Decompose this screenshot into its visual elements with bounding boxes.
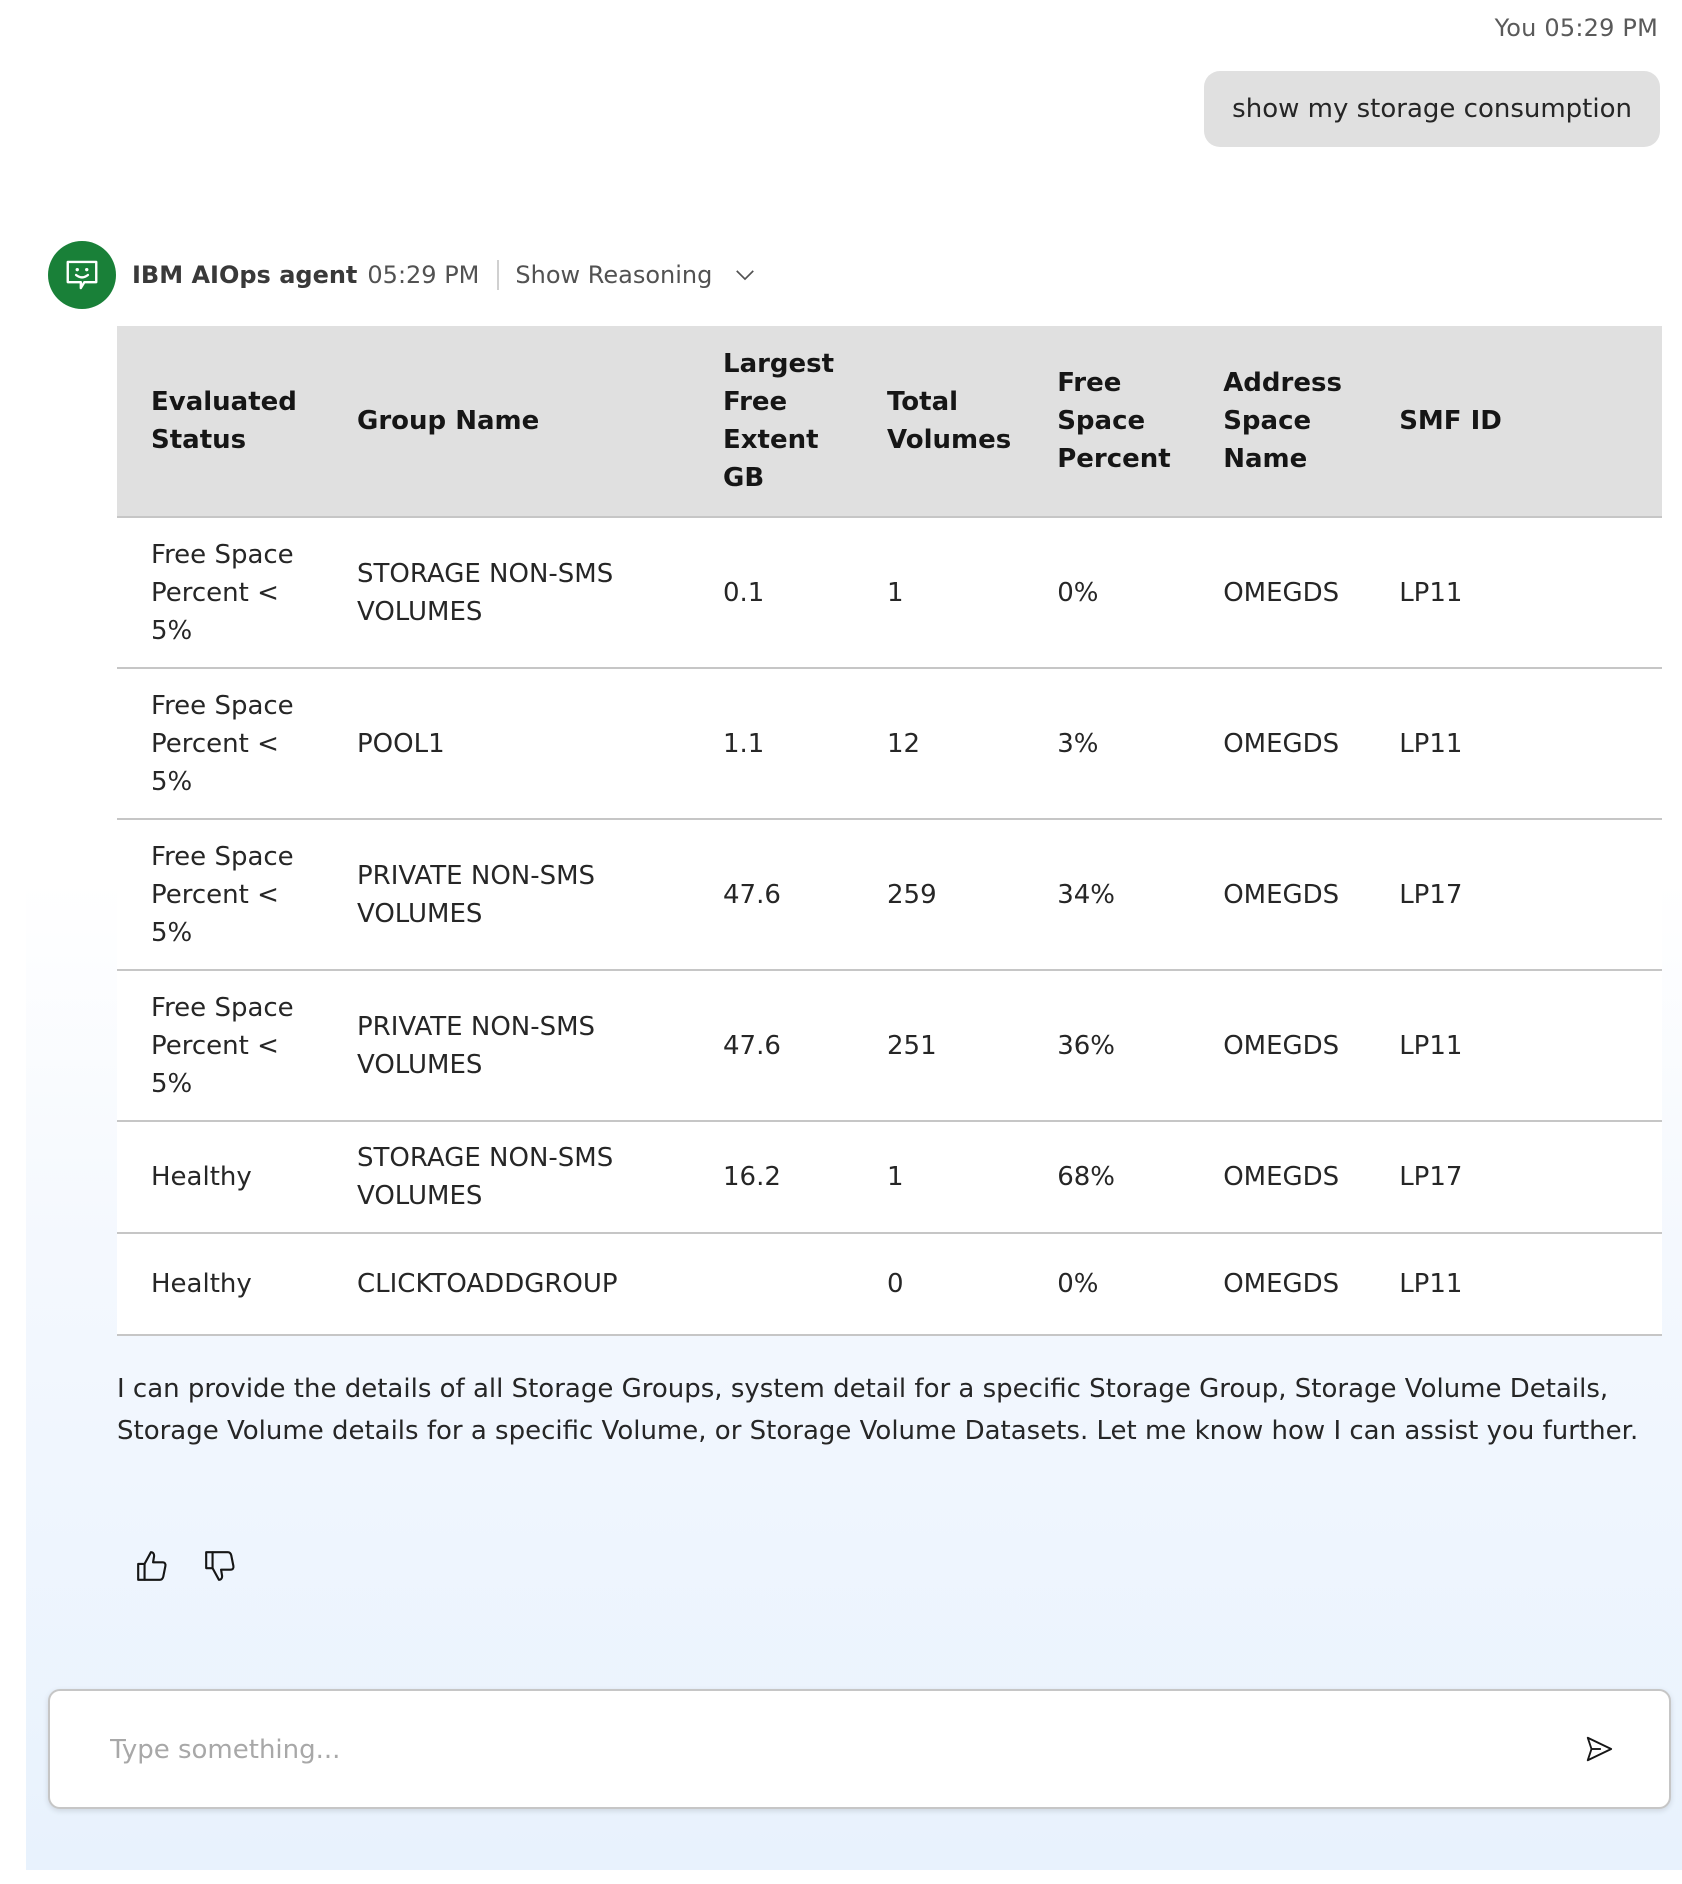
table-header-row xyxy=(117,326,1662,517)
table-row xyxy=(117,819,1662,970)
cell-status: Healthy xyxy=(117,1121,323,1233)
cell-group-name: CLICKTOADDGROUP xyxy=(323,1233,689,1335)
user-sender: You xyxy=(1494,14,1537,42)
table-row xyxy=(117,1121,1662,1233)
cell-group-name: STORAGE NON-SMS VOLUMES xyxy=(323,517,689,668)
cell-largest-free-extent: 47.6 xyxy=(689,970,853,1121)
table-row xyxy=(117,517,1662,668)
agent-avatar xyxy=(48,241,116,309)
cell-smf-id: LP11 xyxy=(1365,517,1662,668)
thumbs-up-button[interactable] xyxy=(134,1548,170,1584)
chevron-down-icon[interactable] xyxy=(734,263,758,287)
cell-group-name: PRIVATE NON-SMS VOLUMES xyxy=(323,819,689,970)
cell-smf-id: LP11 xyxy=(1365,1233,1662,1335)
cell-smf-id: LP17 xyxy=(1365,819,1662,970)
cell-free-space-percent: 36% xyxy=(1023,970,1189,1121)
cell-status: Free Space Percent < 5% xyxy=(117,819,323,970)
cell-smf-id: LP11 xyxy=(1365,668,1662,819)
column-header: Evaluated Status xyxy=(117,326,323,517)
column-header: Largest Free Extent GB xyxy=(689,326,853,517)
cell-group-name: PRIVATE NON-SMS VOLUMES xyxy=(323,970,689,1121)
table-row xyxy=(117,970,1662,1121)
thumbs-down-button[interactable] xyxy=(202,1548,238,1584)
cell-address-space: OMEGDS xyxy=(1189,668,1365,819)
cell-address-space: OMEGDS xyxy=(1189,517,1365,668)
cell-address-space: OMEGDS xyxy=(1189,819,1365,970)
cell-total-volumes: 1 xyxy=(853,517,1023,668)
cell-largest-free-extent: 0.1 xyxy=(689,517,853,668)
thumbs-down-icon xyxy=(203,1549,237,1583)
cell-smf-id: LP17 xyxy=(1365,1121,1662,1233)
thumbs-up-icon xyxy=(135,1549,169,1583)
user-time: 05:29 PM xyxy=(1544,14,1658,42)
cell-group-name: POOL1 xyxy=(323,668,689,819)
column-header: Group Name xyxy=(323,326,689,517)
message-composer xyxy=(48,1689,1671,1809)
column-header: Total Volumes xyxy=(853,326,1023,517)
agent-time: 05:29 PM xyxy=(367,261,480,289)
cell-free-space-percent: 0% xyxy=(1023,1233,1189,1335)
cell-address-space: OMEGDS xyxy=(1189,1233,1365,1335)
cell-free-space-percent: 68% xyxy=(1023,1121,1189,1233)
message-input[interactable] xyxy=(108,1691,1552,1809)
send-button[interactable] xyxy=(1579,1729,1619,1769)
table-row xyxy=(117,1233,1662,1335)
cell-free-space-percent: 3% xyxy=(1023,668,1189,819)
column-header: Free Space Percent xyxy=(1023,326,1189,517)
user-message-text: show my storage consumption xyxy=(1232,94,1632,124)
cell-total-volumes: 251 xyxy=(853,970,1023,1121)
header-divider xyxy=(497,260,499,290)
cell-status: Free Space Percent < 5% xyxy=(117,517,323,668)
send-icon xyxy=(1584,1734,1614,1764)
cell-largest-free-extent: 47.6 xyxy=(689,819,853,970)
cell-total-volumes: 0 xyxy=(853,1233,1023,1335)
cell-address-space: OMEGDS xyxy=(1189,1121,1365,1233)
storage-groups-table xyxy=(117,326,1662,1336)
cell-largest-free-extent: 1.1 xyxy=(689,668,853,819)
cell-total-volumes: 259 xyxy=(853,819,1023,970)
cell-largest-free-extent xyxy=(689,1233,853,1335)
column-header: SMF ID xyxy=(1365,326,1662,517)
cell-status: Free Space Percent < 5% xyxy=(117,668,323,819)
cell-free-space-percent: 0% xyxy=(1023,517,1189,668)
user-message-meta xyxy=(1495,14,1658,42)
agent-message-header xyxy=(48,241,758,309)
cell-total-volumes: 12 xyxy=(853,668,1023,819)
column-header: Address Space Name xyxy=(1189,326,1365,517)
table-row xyxy=(117,668,1662,819)
chat-bot-icon xyxy=(63,256,101,294)
feedback-controls xyxy=(134,1548,238,1584)
show-reasoning-toggle[interactable]: Show Reasoning xyxy=(515,261,713,289)
cell-status: Free Space Percent < 5% xyxy=(117,970,323,1121)
cell-total-volumes: 1 xyxy=(853,1121,1023,1233)
agent-name: IBM AIOps agent xyxy=(132,261,358,289)
cell-address-space: OMEGDS xyxy=(1189,970,1365,1121)
cell-group-name: STORAGE NON-SMS VOLUMES xyxy=(323,1121,689,1233)
cell-free-space-percent: 34% xyxy=(1023,819,1189,970)
user-message-bubble xyxy=(1204,71,1660,147)
agent-response-text: I can provide the details of all Storage Groups, system detail for a specific Storage Group, Storage Volume Details, Storage Volume details for a specific Volume, or Storage Volume Datasets. Let me know how I can assist you further. xyxy=(117,1374,1639,1446)
cell-smf-id: LP11 xyxy=(1365,970,1662,1121)
cell-largest-free-extent: 16.2 xyxy=(689,1121,853,1233)
cell-status: Healthy xyxy=(117,1233,323,1335)
